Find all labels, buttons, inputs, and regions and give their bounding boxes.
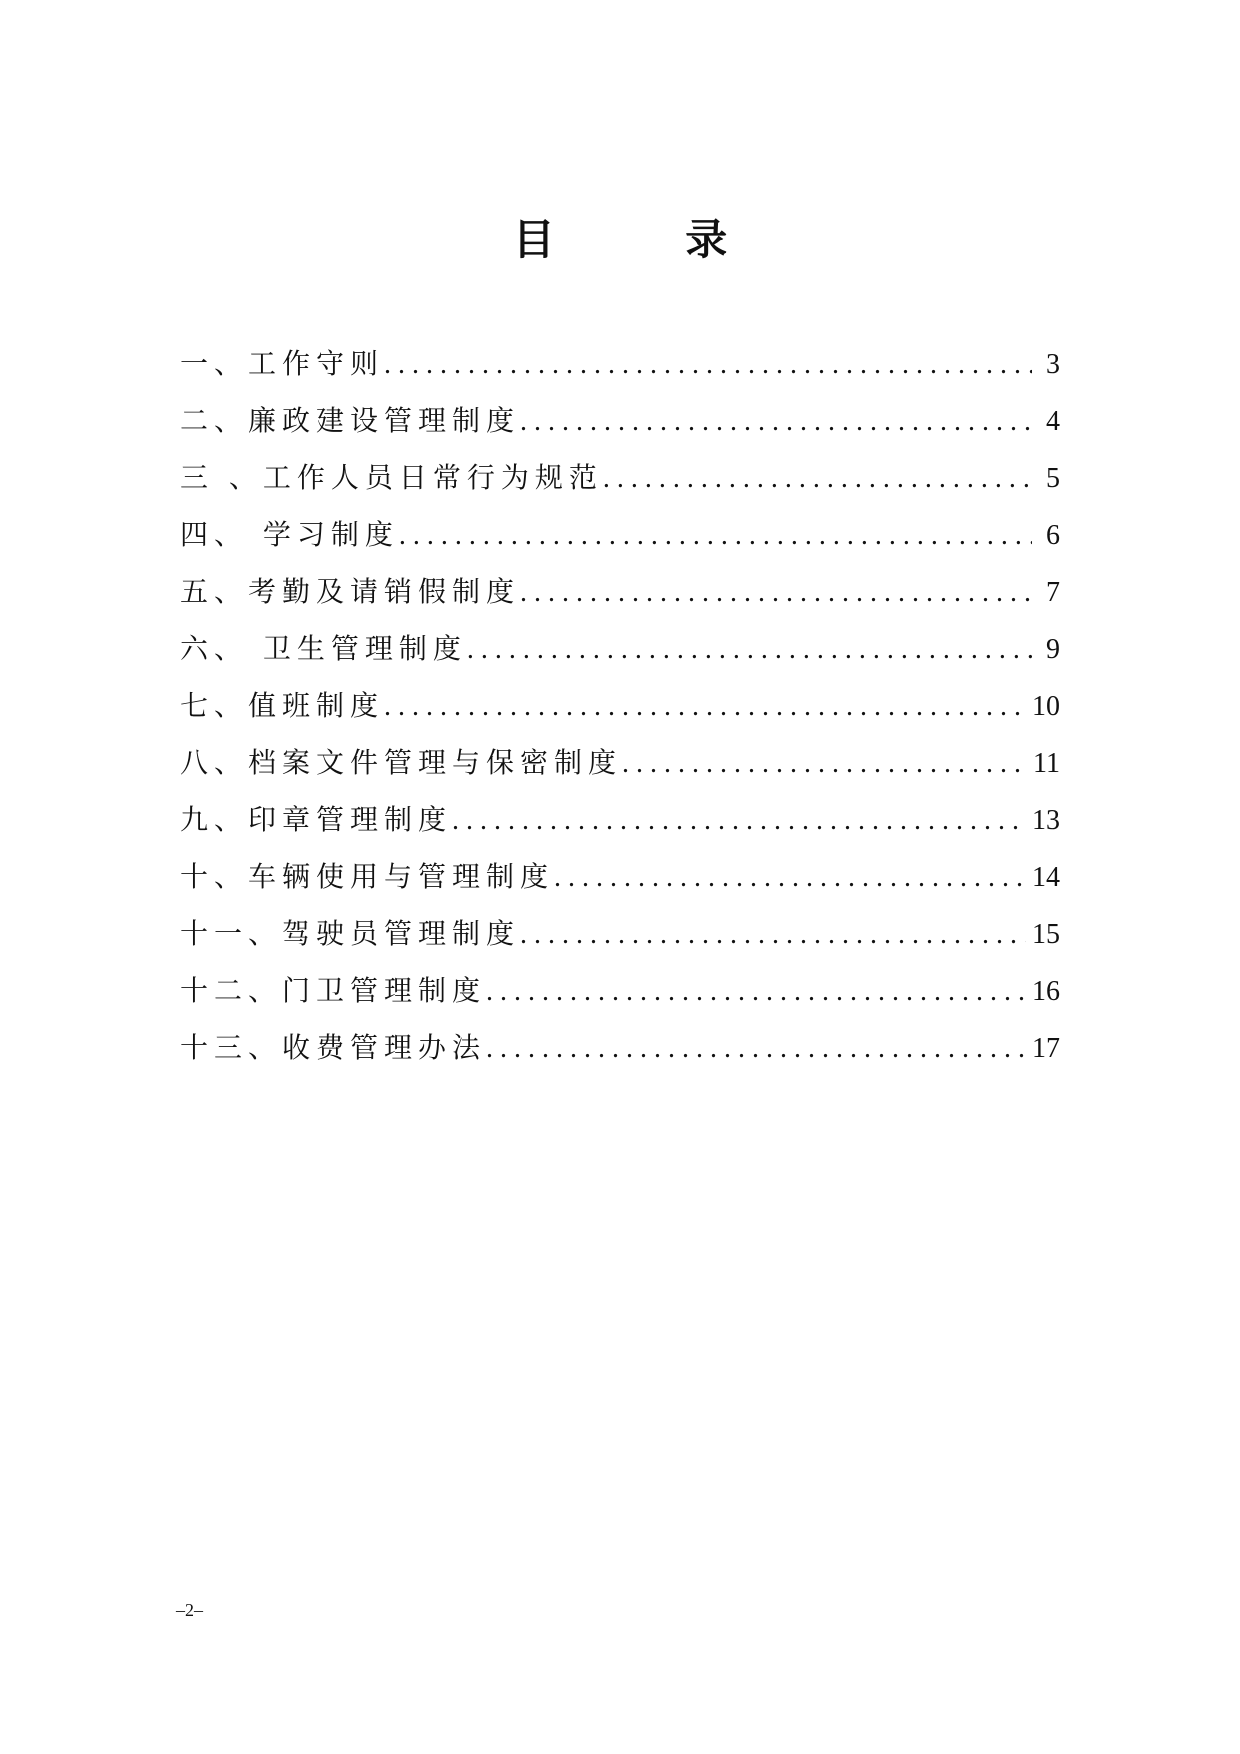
toc-item-page: 11: [1033, 748, 1060, 779]
toc-leader-dots: [520, 402, 1032, 442]
toc-leader-dots: [622, 744, 1027, 784]
toc-item-label: 七、值班制度: [180, 689, 385, 722]
toc-item: [180, 1028, 1060, 1085]
toc-item-label: 十三、收费管理办法: [180, 1031, 487, 1064]
toc-item-page: 7: [1046, 577, 1060, 608]
toc-leader-dots: [467, 630, 1032, 670]
toc-item-label: 一、工作守则: [180, 347, 385, 380]
toc-item-page: 4: [1046, 406, 1060, 437]
toc-item: [180, 686, 1060, 743]
toc-title: 目 录: [512, 215, 786, 264]
toc-item: [180, 743, 1060, 800]
toc-item: [180, 971, 1060, 1028]
toc-item-label: 五、考勤及请销假制度: [180, 575, 521, 608]
toc-item-label: 六、 卫生管理制度: [180, 632, 467, 665]
toc-item-page: 3: [1046, 349, 1060, 380]
toc-item: [180, 800, 1060, 857]
toc-item: [180, 857, 1060, 914]
toc-item-label: 九、印章管理制度: [180, 803, 453, 836]
toc-item-page: 15: [1032, 919, 1060, 950]
toc-item: [180, 344, 1060, 401]
toc-item-label: 十二、门卫管理制度: [180, 974, 487, 1007]
toc-item-label: 二、廉政建设管理制度: [180, 404, 521, 437]
table-of-contents: [180, 344, 1060, 1085]
toc-item-page: 5: [1046, 463, 1060, 494]
toc-leader-dots: [384, 345, 1032, 385]
toc-item-label: 十、车辆使用与管理制度: [180, 860, 555, 893]
toc-item-page: 6: [1046, 520, 1060, 551]
toc-item: [180, 515, 1060, 572]
toc-item-label: 八、档案文件管理与保密制度: [180, 746, 623, 779]
toc-item: [180, 572, 1060, 629]
toc-item-label: 十一、驾驶员管理制度: [180, 917, 521, 950]
toc-item-page: 9: [1046, 634, 1060, 665]
toc-item: [180, 914, 1060, 971]
toc-item-page: 13: [1032, 805, 1060, 836]
toc-leader-dots: [603, 459, 1032, 499]
toc-item-label: 四、 学习制度: [180, 518, 399, 551]
toc-item: [180, 629, 1060, 686]
toc-leader-dots: [452, 801, 1026, 841]
toc-item-page: 10: [1032, 691, 1060, 722]
toc-item-page: 16: [1032, 976, 1060, 1007]
toc-item: [180, 401, 1060, 458]
toc-item-page: 14: [1032, 862, 1060, 893]
toc-leader-dots: [384, 687, 1026, 727]
toc-leader-dots: [486, 972, 1026, 1012]
toc-leader-dots: [486, 1029, 1026, 1069]
toc-leader-dots: [399, 516, 1032, 556]
toc-leader-dots: [520, 915, 1026, 955]
page-number: –2–: [176, 1600, 203, 1620]
toc-item-page: 17: [1032, 1033, 1060, 1064]
toc-leader-dots: [554, 858, 1026, 898]
toc-leader-dots: [520, 573, 1032, 613]
toc-item-label: 三 、工作人员日常行为规范: [180, 461, 603, 494]
toc-item: [180, 458, 1060, 515]
